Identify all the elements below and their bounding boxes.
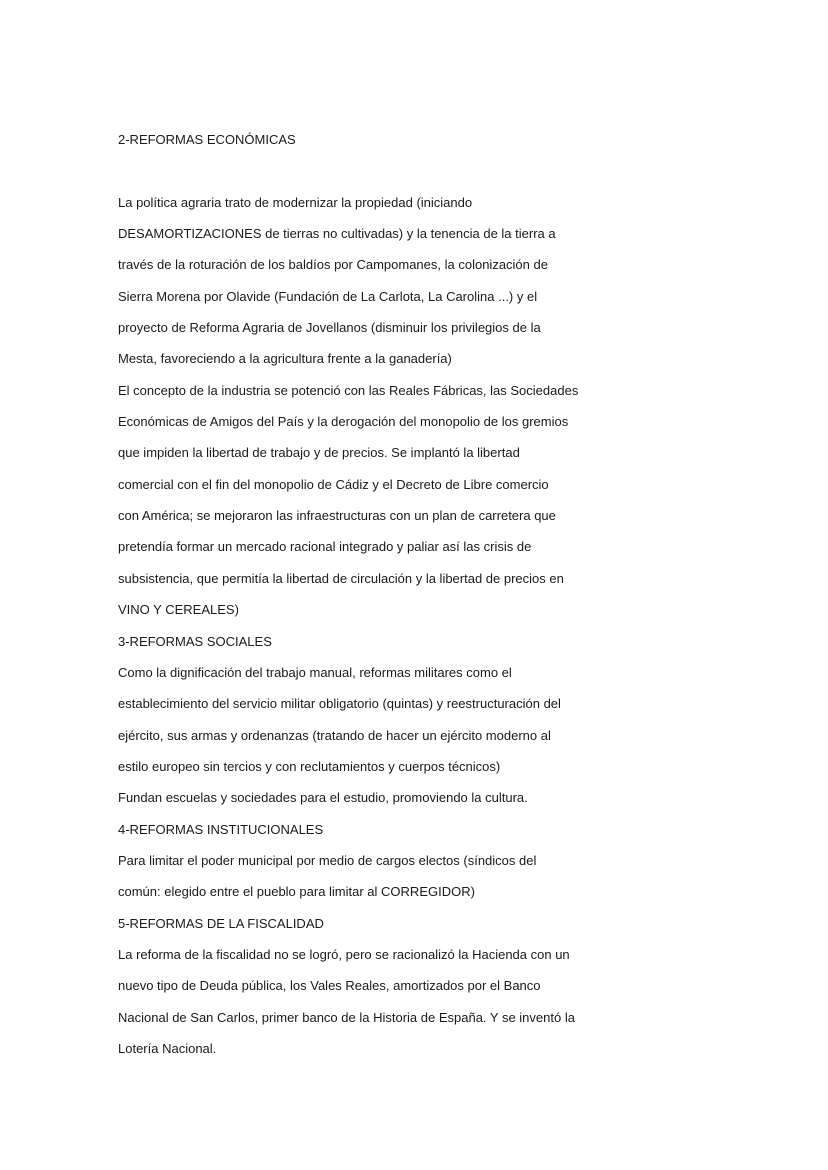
section-heading: 5-REFORMAS DE LA FISCALIDAD: [118, 915, 324, 931]
document-page: [118, 124, 578, 1064]
blank-line: [118, 155, 578, 186]
section-heading: 2-REFORMAS ECONÓMICAS: [118, 132, 296, 147]
paragraph-line: Económicas de Amigos del País y la derogación del monopolio de los gremios: [118, 414, 569, 430]
paragraph-line: través de la roturación de los baldíos por Campomanes, la colonización de: [118, 257, 548, 273]
paragraph-line: subsistencia, que permitía la libertad de circulación y la libertad de precios en: [118, 570, 564, 586]
paragraph-line: comercial con el fin del monopolio de Cádiz y el Decreto de Libre comercio: [118, 476, 549, 492]
paragraph-line: proyecto de Reforma Agraria de Jovellanos (disminuir los privilegios de la: [118, 320, 541, 336]
paragraph-line: estilo europeo sin tercios y con reclutamientos y cuerpos técnicos): [118, 758, 501, 774]
section-heading: 4-REFORMAS INSTITUCIONALES: [118, 821, 324, 837]
paragraph-line: Como la dignificación del trabajo manual, reformas militares como el: [118, 664, 512, 680]
section: [118, 124, 578, 626]
paragraph-line: Sierra Morena por Olavide (Fundación de La Carlota, La Carolina ...) y el: [118, 288, 538, 304]
paragraph-line: ejército, sus armas y ordenanzas (tratando de hacer un ejército moderno al: [118, 727, 551, 743]
section: [118, 626, 578, 814]
paragraph-line: Nacional de San Carlos, primer banco de la Historia de España. Y se inventó la: [118, 1009, 575, 1025]
paragraph-line: con América; se mejoraron las infraestructuras con un plan de carretera que: [118, 508, 556, 524]
paragraph-line: pretendía formar un mercado racional integrado y paliar así las crisis de: [118, 539, 532, 555]
paragraph-line: establecimiento del servicio militar obligatorio (quintas) y reestructuración del: [118, 696, 561, 712]
paragraph-line: nuevo tipo de Deuda pública, los Vales Reales, amortizados por el Banco: [118, 978, 541, 994]
paragraph-line: DESAMORTIZACIONES de tierras no cultivadas) y la tenencia de la tierra a: [118, 226, 556, 242]
section: [118, 814, 578, 908]
paragraph-line: que impiden la libertad de trabajo y de precios. Se implantó la libertad: [118, 445, 520, 461]
paragraph-line: común: elegido entre el pueblo para limitar al CORREGIDOR): [118, 884, 475, 900]
paragraph-line: Lotería Nacional.: [118, 1040, 217, 1056]
paragraph-line: Para limitar el poder municipal por medio de cargos electos (síndicos del: [118, 852, 537, 868]
section-heading: 3-REFORMAS SOCIALES: [118, 633, 272, 649]
paragraph-line: La reforma de la fiscalidad no se logró, pero se racionalizó la Hacienda con un: [118, 946, 570, 962]
paragraph-line: Mesta, favoreciendo a la agricultura frente a la ganadería): [118, 351, 452, 367]
paragraph-line: Fundan escuelas y sociedades para el estudio, promoviendo la cultura.: [118, 790, 528, 806]
section: [118, 908, 578, 1065]
paragraph-line: VINO Y CEREALES): [118, 602, 239, 618]
paragraph-line: La política agraria trato de modernizar la propiedad (iniciando: [118, 194, 473, 210]
paragraph-line: El concepto de la industria se potenció con las Reales Fábricas, las Sociedades: [118, 382, 579, 398]
